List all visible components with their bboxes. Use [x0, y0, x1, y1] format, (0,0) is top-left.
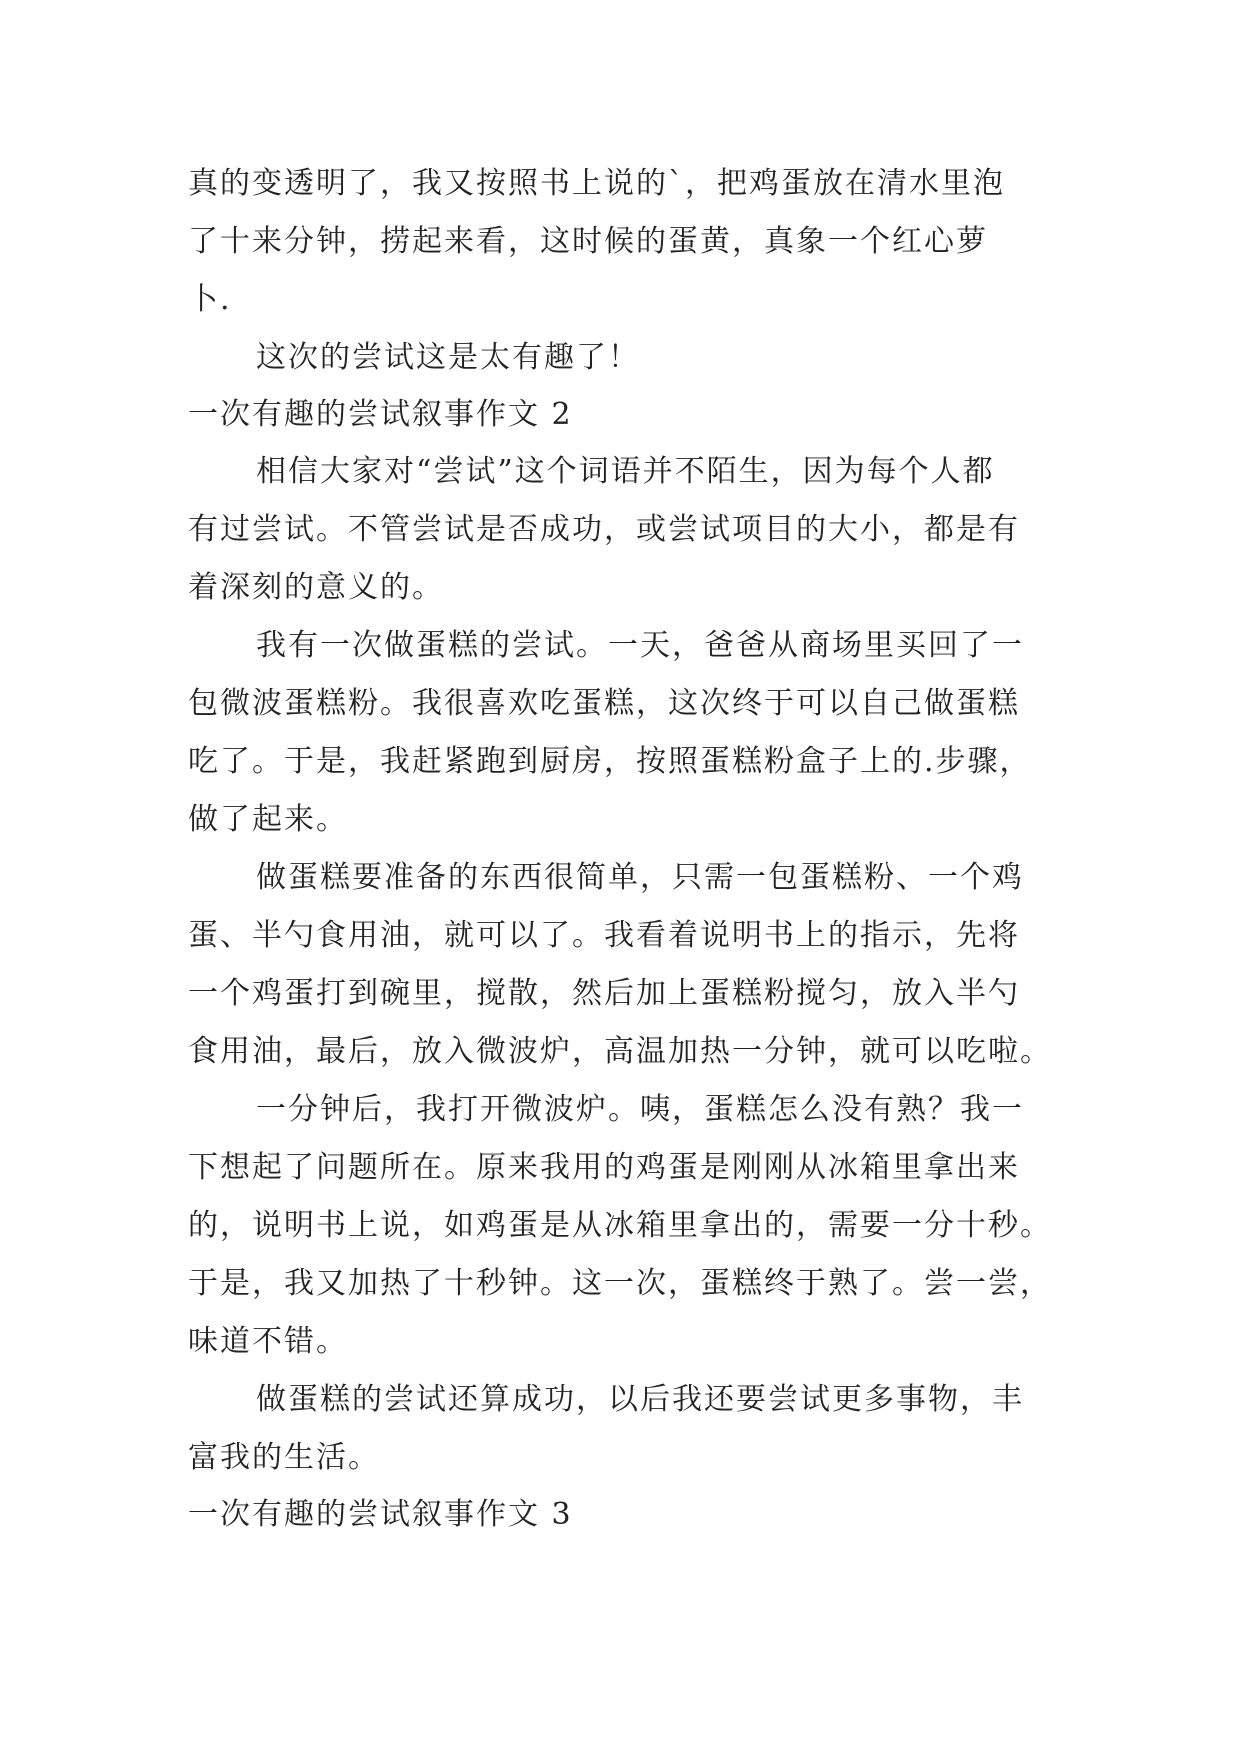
- text-line: 卜.: [188, 282, 232, 317]
- text-line: 了十来分钟，捞起来看，这时候的蛋黄，真象一个红心萝: [188, 224, 988, 259]
- section-heading-2: 一次有趣的尝试叙事作文 2: [188, 397, 573, 432]
- text-line: 下想起了问题所在。原来我用的鸡蛋是刚刚从冰箱里拿出来: [188, 1150, 1020, 1185]
- text-line: 蛋、半勺食用油，就可以了。我看着说明书上的指示，先将: [188, 918, 1020, 953]
- paragraph-5: [188, 849, 1058, 1081]
- paragraph-1: [188, 155, 1058, 329]
- text-line: 富我的生活。: [188, 1440, 380, 1475]
- text-line: 真的变透明了，我又按照书上说的`，把鸡蛋放在清水里泡: [188, 166, 1005, 201]
- paragraph-6: [188, 1081, 1058, 1371]
- text-line: 做了起来。: [188, 802, 348, 837]
- text-line: 一分钟后，我打开微波炉。咦，蛋糕怎么没有熟？我一: [256, 1092, 1024, 1127]
- text-line: 于是，我又加热了十秒钟。这一次，蛋糕终于熟了。尝一尝，: [188, 1266, 1052, 1301]
- paragraph-2: [188, 329, 1058, 387]
- text-line: 包微波蛋糕粉。我很喜欢吃蛋糕，这次终于可以自己做蛋糕: [188, 686, 1020, 721]
- paragraph-4: [188, 617, 1058, 849]
- text-line: 做蛋糕要准备的东西很简单，只需一包蛋糕粉、一个鸡: [256, 860, 1024, 895]
- text-line: 的，说明书上说，如鸡蛋是从冰箱里拿出的，需要一分十秒。: [188, 1208, 1052, 1243]
- paragraph-7: [188, 1371, 1058, 1487]
- text-line: 有过尝试。不管尝试是否成功，或尝试项目的大小，都是有: [188, 512, 1020, 547]
- text-line: 一个鸡蛋打到碗里，搅散，然后加上蛋糕粉搅匀，放入半勺: [188, 976, 1020, 1011]
- text-line: 食用油，最后，放入微波炉，高温加热一分钟，就可以吃啦。: [188, 1034, 1052, 1069]
- text-line: 相信大家对“尝试”这个词语并不陌生，因为每个人都: [256, 454, 995, 489]
- text-line: 味道不错。: [188, 1324, 348, 1359]
- document-page: [188, 155, 1058, 1543]
- text-line: 我有一次做蛋糕的尝试。一天，爸爸从商场里买回了一: [256, 628, 1024, 663]
- paragraph-3: [188, 443, 1058, 617]
- text-line: 做蛋糕的尝试还算成功，以后我还要尝试更多事物，丰: [256, 1382, 1024, 1417]
- text-line: 着深刻的意义的。: [188, 570, 444, 605]
- text-line: 吃了。于是，我赶紧跑到厨房，按照蛋糕粉盒子上的.步骤，: [188, 744, 1032, 779]
- section-heading-3: 一次有趣的尝试叙事作文 3: [188, 1497, 573, 1532]
- text-line: 这次的尝试这是太有趣了！: [256, 340, 640, 375]
